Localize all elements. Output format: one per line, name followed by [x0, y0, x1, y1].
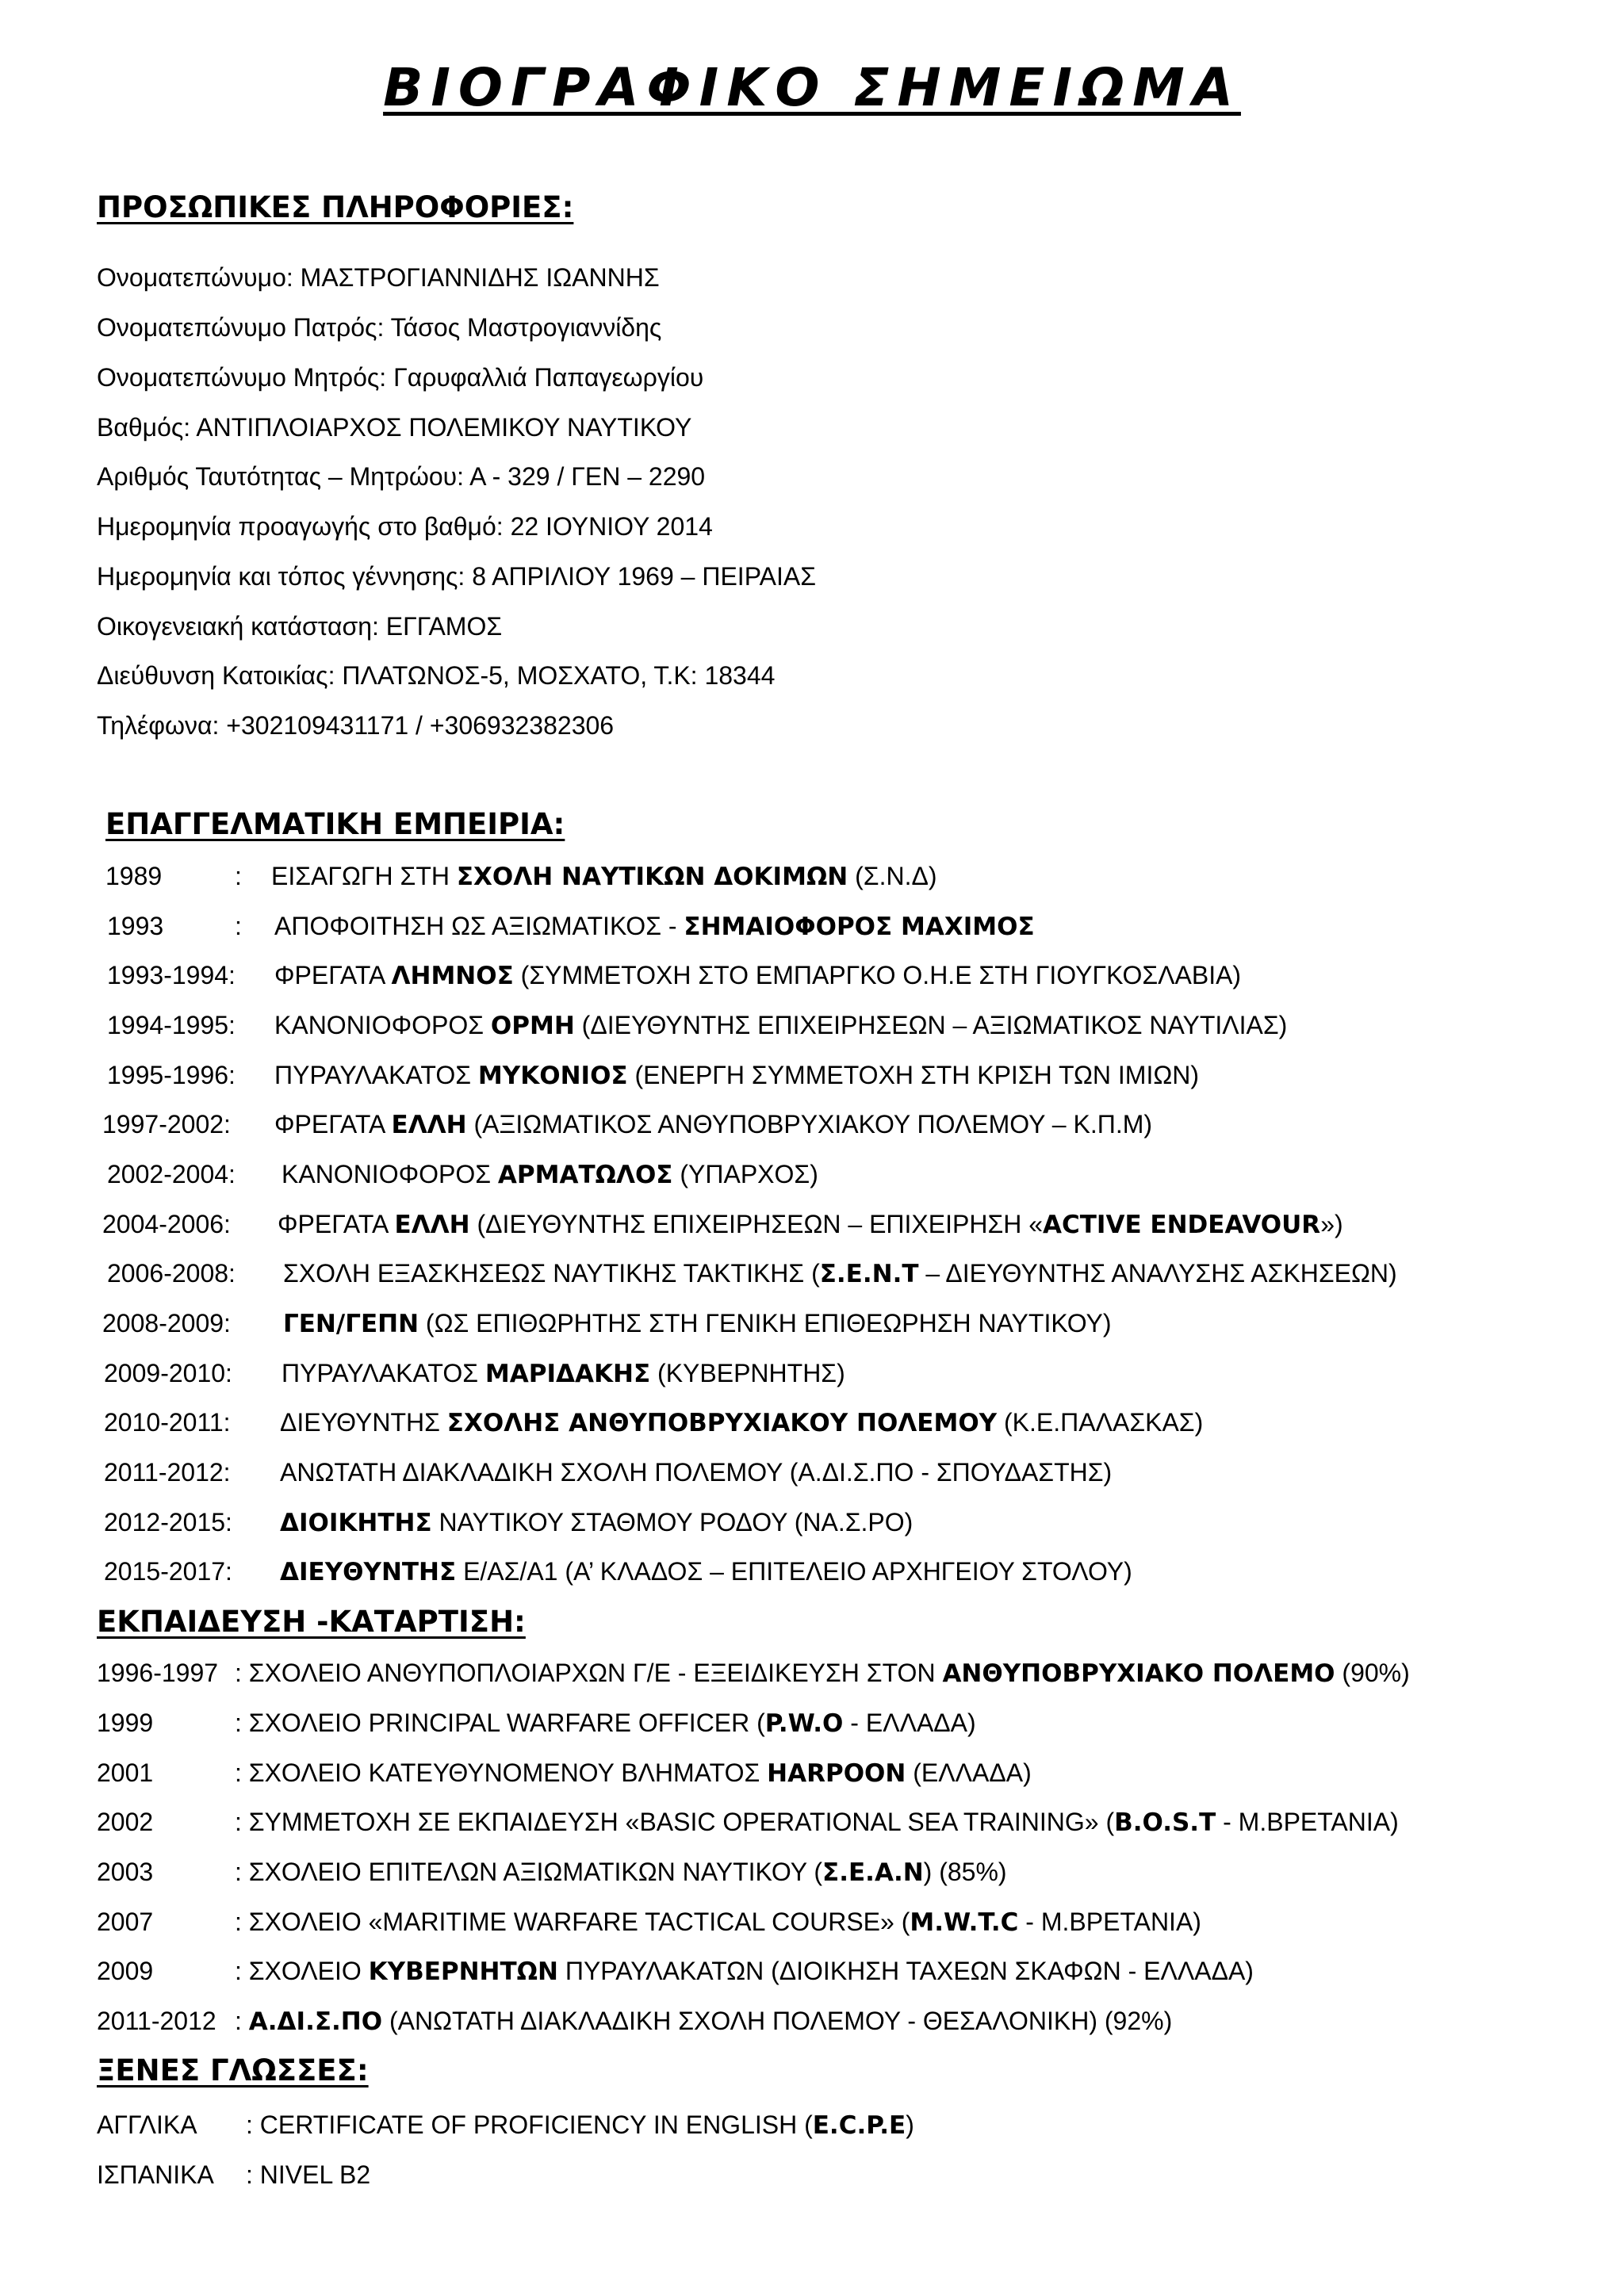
mother-name-line: Ονοματεπώνυμο Μητρός: Γαρυφαλλιά Παπαγεωργίου [97, 363, 704, 392]
promotion-date-line: Ημερομηνία προαγωγής στο βαθμό: 22 ΙΟΥΝΙΟΥ 2014 [97, 512, 713, 541]
experience-year: 2002-2004: [107, 1160, 236, 1188]
experience-colon: : [235, 862, 242, 890]
experience-year: 2008-2009: [102, 1309, 231, 1337]
experience-desc: ΔΙΕΥΘΥΝΤΗΣ ΣΧΟΛΗΣ ΑΝΘΥΠΟΒΡΥΧΙΑΚΟΥ ΠΟΛΕΜΟΥ (Κ.Ε.ΠΑΛΑΣΚΑΣ) [280, 1408, 1204, 1437]
experience-desc: ΚΑΝΟΝΙΟΦΟΡΟΣ ΟΡΜΗ (ΔΙΕΥΘΥΝΤΗΣ ΕΠΙΧΕΙΡΗΣΕΩΝ – ΑΞΙΩΜΑΤΙΚΟΣ ΝΑΥΤΙΛΙΑΣ) [274, 1011, 1288, 1040]
experience-desc: ΑΠΟΦΟΙΤΗΣΗ ΩΣ ΑΞΙΩΜΑΤΙΚΟΣ - ΣΗΜΑΙΟΦΟΡΟΣ ΜΑΧΙΜΟΣ [274, 912, 1035, 941]
rank-line: Βαθμός: ΑΝΤΙΠΛΟΙΑΡΧΟΣ ΠΟΛΕΜΙΚΟΥ ΝΑΥΤΙΚΟΥ [97, 413, 692, 442]
personal-info-heading: ΠΡΟΣΩΠΙΚΕΣ ΠΛΗΡΟΦΟΡΙΕΣ: [97, 190, 574, 224]
birth-line: Ημερομηνία και τόπος γέννησης: 8 ΑΠΡΙΛΙΟΥ 1969 – ΠΕΙΡΑΙΑΣ [97, 562, 817, 591]
education-year: 1999 [97, 1709, 154, 1737]
languages-heading: ΞΕΝΕΣ ΓΛΩΣΣΕΣ: [97, 2053, 369, 2087]
experience-year: 2015-2017: [104, 1557, 232, 1586]
language-desc: : NIVEL B2 [246, 2160, 371, 2189]
experience-year: 2010-2011: [104, 1408, 231, 1437]
education-desc: : ΣΥΜΜΕΤΟΧΗ ΣΕ ΕΚΠΑΙΔΕΥΣΗ «BASIC OPERATIONAL SEA TRAINING» (B.O.S.T - Μ.ΒΡΕΤΑΝΙΑ) [235, 1808, 1399, 1837]
experience-desc: ΚΑΝΟΝΙΟΦΟΡΟΣ ΑΡΜΑΤΩΛΟΣ (ΥΠΑΡΧΟΣ) [282, 1160, 818, 1189]
language-name: ΑΓΓΛΙΚΑ [97, 2110, 197, 2139]
experience-desc: ΓΕΝ/ΓΕΠΝ (ΩΣ ΕΠΙΘΩΡΗΤΗΣ ΣΤΗ ΓΕΝΙΚΗ ΕΠΙΘΕΩΡΗΣΗ ΝΑΥΤΙΚΟΥ) [283, 1309, 1112, 1338]
father-name-line: Ονοματεπώνυμο Πατρός: Τάσος Μαστρογιαννίδης [97, 313, 662, 342]
education-desc: : Α.ΔΙ.Σ.ΠΟ (ΑΝΩΤΑΤΗ ΔΙΑΚΛΑΔΙΚΗ ΣΧΟΛΗ ΠΟΛΕΜΟΥ - ΘΕΣΑΛΟΝΙΚΗ) (92%) [235, 2007, 1173, 2036]
education-year: 2003 [97, 1858, 154, 1886]
experience-colon: : [235, 912, 242, 940]
phones-line: Τηλέφωνα: +302109431171 / +306932382306 [97, 711, 615, 740]
education-year: 2011-2012 [97, 2007, 216, 2035]
language-name: ΙΣΠΑΝΙΚΑ [97, 2160, 214, 2189]
education-year: 2002 [97, 1808, 154, 1836]
experience-year: 1993 [107, 912, 164, 940]
experience-year: 2006-2008: [107, 1259, 236, 1288]
language-desc: : CERTIFICATE OF PROFICIENCY IN ENGLISH (E.C.P.E) [246, 2110, 914, 2140]
id-number-line: Αριθμός Ταυτότητας – Μητρώου: Α - 329 / ΓΕΝ – 2290 [97, 462, 706, 491]
experience-year: 2011-2012: [104, 1458, 231, 1487]
education-year: 2001 [97, 1758, 154, 1787]
experience-heading: ΕΠΑΓΓΕΛΜΑΤΙΚΗ ΕΜΠΕΙΡΙΑ: [105, 807, 565, 841]
experience-year: 2012-2015: [104, 1508, 232, 1536]
experience-year: 1993-1994: [107, 961, 236, 989]
address-line: Διεύθυνση Κατοικίας: ΠΛΑΤΩΝΟΣ-5, ΜΟΣΧΑΤΟ, Τ.Κ: 18344 [97, 661, 776, 690]
education-desc: : ΣΧΟΛΕΙΟ ΕΠΙΤΕΛΩΝ ΑΞΙΩΜΑΤΙΚΩΝ ΝΑΥΤΙΚΟΥ (Σ.Ε.Α.Ν) (85%) [235, 1858, 1007, 1887]
education-desc: : ΣΧΟΛΕΙΟ ΑΝΘΥΠΟΠΛΟΙΑΡΧΩΝ Γ/Ε - ΕΞΕΙΔΙΚΕΥΣΗ ΣΤΟΝ ΑΝΘΥΠΟΒΡΥΧΙΑΚΟ ΠΟΛΕΜΟ (90%) [235, 1659, 1410, 1688]
education-year: 2007 [97, 1908, 154, 1936]
experience-desc: ΦΡΕΓΑΤΑ ΕΛΛΗ (ΔΙΕΥΘΥΝΤΗΣ ΕΠΙΧΕΙΡΗΣΕΩΝ – ΕΠΙΧΕΙΡΗΣΗ «ACTIVE ENDEAVOUR») [278, 1210, 1343, 1239]
experience-year: 1997-2002: [102, 1110, 231, 1138]
experience-desc: ΠΥΡΑΥΛΑΚΑΤΟΣ ΜΑΡΙΔΑΚΗΣ (ΚΥΒΕΡΝΗΤΗΣ) [282, 1359, 845, 1388]
experience-desc: ΔΙΕΥΘΥΝΤΗΣ Ε/ΑΣ/Α1 (Α’ ΚΛΑΔΟΣ – ΕΠΙΤΕΛΕΙΟ ΑΡΧΗΓΕΙΟΥ ΣΤΟΛΟΥ) [280, 1557, 1132, 1586]
experience-year: 2004-2006: [102, 1210, 231, 1238]
education-desc: : ΣΧΟΛΕΙΟ PRINCIPAL WARFARE OFFICER (P.W.O - ΕΛΛΑΔΑ) [235, 1709, 976, 1738]
experience-desc: ΣΧΟΛΗ ΕΞΑΣΚΗΣΕΩΣ ΝΑΥΤΙΚΗΣ ΤΑΚΤΙΚΗΣ (Σ.Ε.Ν.Τ – ΔΙΕΥΘΥΝΤΗΣ ΑΝΑΛΥΣΗΣ ΑΣΚΗΣΕΩΝ) [283, 1259, 1397, 1288]
experience-year: 1995-1996: [107, 1061, 236, 1089]
education-year: 1996-1997 [97, 1659, 219, 1687]
experience-desc: ΠΥΡΑΥΛΑΚΑΤΟΣ ΜΥΚΟΝΙΟΣ (ΕΝΕΡΓΗ ΣΥΜΜΕΤΟΧΗ ΣΤΗ ΚΡΙΣΗ ΤΩΝ ΙΜΙΩΝ) [274, 1061, 1200, 1090]
document-title: ΒΙΟΓΡΑΦΙΚΟ ΣΗΜΕΙΩΜΑ [383, 57, 1241, 118]
marital-status-line: Οικογενειακή κατάσταση: ΕΓΓΑΜΟΣ [97, 612, 503, 641]
experience-desc: ΔΙΟΙΚΗΤΗΣ ΝΑΥΤΙΚΟΥ ΣΤΑΘΜΟΥ ΡΟΔΟΥ (ΝΑ.Σ.ΡΟ) [280, 1508, 914, 1537]
experience-desc: ΑΝΩΤΑΤΗ ΔΙΑΚΛΑΔΙΚΗ ΣΧΟΛΗ ΠΟΛΕΜΟΥ (Α.ΔΙ.Σ.ΠΟ - ΣΠΟΥΔΑΣΤΗΣ) [280, 1458, 1113, 1487]
education-desc: : ΣΧΟΛΕΙΟ ΚΥΒΕΡΝΗΤΩΝ ΠΥΡΑΥΛΑΚΑΤΩΝ (ΔΙΟΙΚΗΣΗ ΤΑΧΕΩΝ ΣΚΑΦΩΝ - ΕΛΛΑΔΑ) [235, 1957, 1254, 1986]
education-desc: : ΣΧΟΛΕΙΟ «MARITIME WARFARE TACTICAL COURSE» (M.W.T.C - Μ.ΒΡΕΤΑΝΙΑ) [235, 1908, 1201, 1937]
experience-year: 1994-1995: [107, 1011, 236, 1039]
experience-year: 1989 [105, 862, 163, 890]
experience-desc: ΦΡΕΓΑΤΑ ΕΛΛΗ (ΑΞΙΩΜΑΤΙΚΟΣ ΑΝΘΥΠΟΒΡΥΧΙΑΚΟΥ ΠΟΛΕΜΟΥ – Κ.Π.Μ) [274, 1110, 1153, 1139]
education-year: 2009 [97, 1957, 154, 1985]
education-desc: : ΣΧΟΛΕΙΟ ΚΑΤΕΥΘΥΝΟΜΕΝΟΥ ΒΛΗΜΑΤΟΣ HARPOON (ΕΛΛΑΔΑ) [235, 1758, 1032, 1788]
full-name-line: Ονοματεπώνυμο: ΜΑΣΤΡΟΓΙΑΝΝΙΔΗΣ ΙΩΑΝΝΗΣ [97, 263, 660, 292]
experience-desc: ΕΙΣΑΓΩΓΗ ΣΤΗ ΣΧΟΛΗ ΝΑΥΤΙΚΩΝ ΔΟΚΙΜΩΝ (Σ.Ν.Δ) [271, 862, 937, 891]
experience-year: 2009-2010: [104, 1359, 232, 1387]
experience-desc: ΦΡΕΓΑΤΑ ΛΗΜΝΟΣ (ΣΥΜΜΕΤΟΧΗ ΣΤΟ ΕΜΠΑΡΓΚΟ Ο.Η.Ε ΣΤΗ ΓΙΟΥΓΚΟΣΛΑΒΙΑ) [274, 961, 1242, 990]
education-heading: ΕΚΠΑΙΔΕΥΣΗ -ΚΑΤΑΡΤΙΣΗ: [97, 1605, 526, 1639]
